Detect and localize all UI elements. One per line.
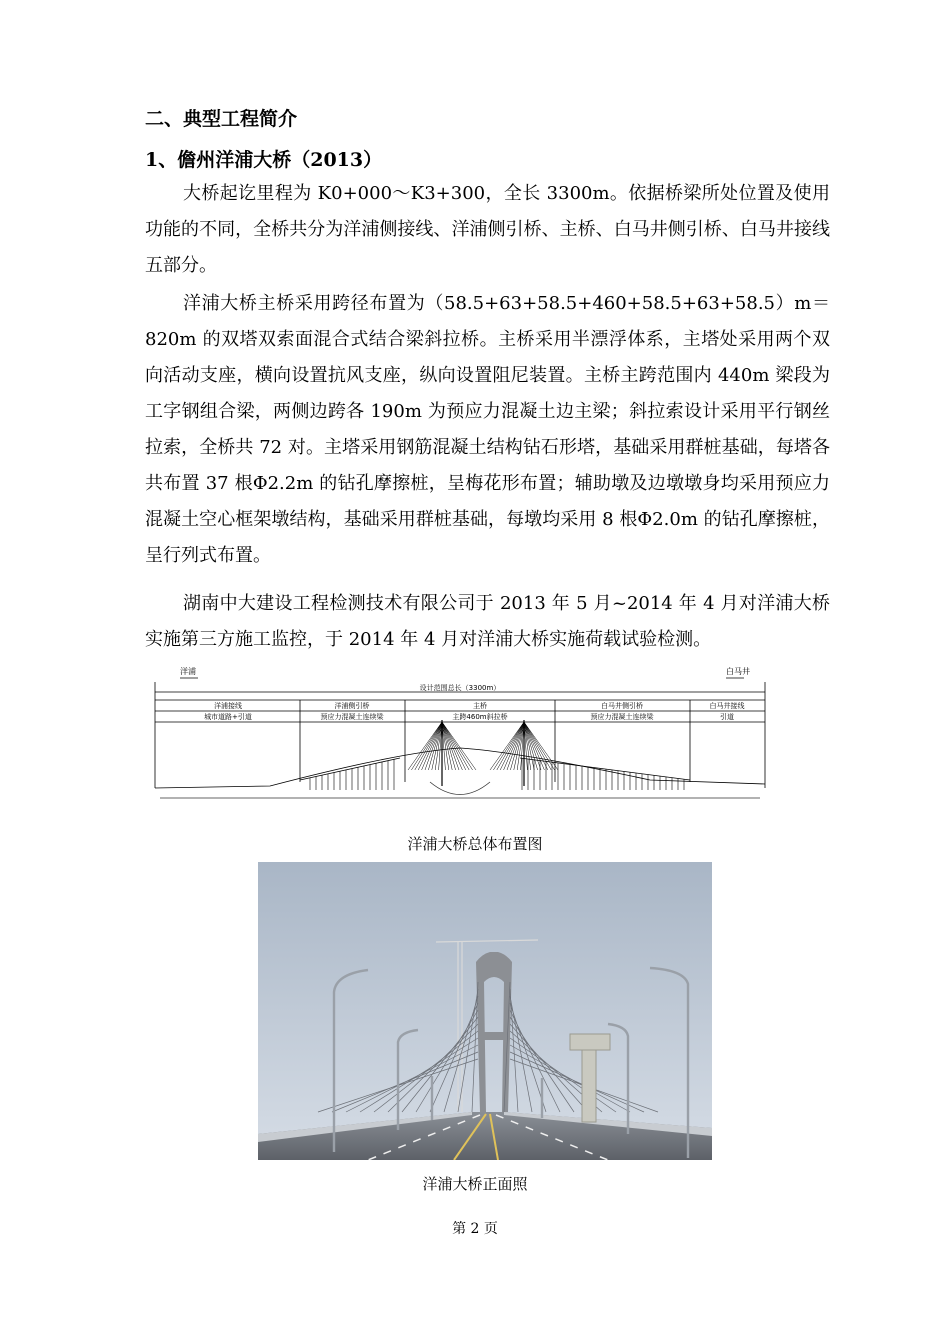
stay-cable	[415, 722, 442, 770]
section-heading: 二、典型工程简介	[145, 108, 298, 130]
stay-cable	[493, 722, 524, 770]
stay-cable	[428, 722, 442, 770]
diagram-right-end: 白马井	[726, 667, 750, 676]
project-heading: 1、儋州洋浦大桥（2013）	[145, 149, 383, 171]
stay-cable	[442, 722, 469, 770]
stay-cable	[442, 722, 473, 770]
diagram-caption: 洋浦大桥总体布置图	[407, 835, 543, 853]
stay-cable	[524, 722, 555, 770]
page-number: 第 2 页	[452, 1221, 498, 1237]
segment-name-2: 主桥	[473, 702, 487, 710]
stay-cable	[524, 722, 538, 770]
photo-caption: 洋浦大桥正面照	[422, 1175, 528, 1193]
segment-desc-0: 城市道路+引道	[204, 713, 252, 721]
bridge-front-photo	[258, 862, 712, 1160]
segment-name-0: 洋浦接线	[214, 702, 242, 710]
diagram-left-end: 洋浦	[180, 667, 196, 676]
segment-name-4: 白马井接线	[709, 702, 745, 710]
stay-cable	[497, 722, 524, 770]
segment-desc-2: 主跨460m斜拉桥	[452, 713, 508, 721]
paragraph-overview: 大桥起讫里程为 K0+000～K3+300，全长 3300m。依据桥梁所处位置及使用功能的不同，全桥共分为洋浦侧接线、洋浦侧引桥、主桥、白马井侧引桥、白马井接线五部分。	[145, 183, 830, 276]
paragraph-main-bridge: 洋浦大桥主桥采用跨径布置为（58.5+63+58.5+460+58.5+63+58.5）m＝820m 的双塔双索面混合式结合梁斜拉桥。主桥采用半漂浮体系，主塔处采用两个双向活动支座，横向设置抗风支座，纵向设置阻尼装置。主桥主跨范围内 440m 梁段为工字钢组合梁，两侧边跨各 190m 为预应力混凝土边主梁；斜拉索设计采用平行钢丝拉索，全桥共 72 对。主塔采用钢筋混凝土结构钻石形塔，基础采用群桩基础，每塔各共布置 37 根Φ2.2m 的钻孔摩擦桩，呈梅花形布置；辅助墩及边墩墩身均采用预应力混凝土空心框架墩结构，基础采用群桩基础，每墩均采用 8 根Φ2.0m 的钻孔摩擦桩，呈行列式布置。	[145, 293, 830, 566]
stay-cable	[411, 722, 442, 770]
diagram-total-length: 设计范围总长（3300m）	[419, 684, 501, 692]
bridge-layout-diagram	[150, 662, 770, 802]
segment-desc-1: 预应力混凝土连续梁	[320, 713, 384, 721]
stay-cable	[442, 722, 456, 770]
segment-name-3: 白马井侧引桥	[601, 702, 643, 710]
segment-desc-3: 预应力混凝土连续梁	[590, 713, 654, 721]
segment-desc-4: 引道	[720, 713, 734, 721]
segment-name-1: 洋浦侧引桥	[334, 702, 370, 710]
paragraph-monitoring: 湖南中大建设工程检测技术有限公司于 2013 年 5 月~2014 年 4 月对洋浦大桥实施第三方施工监控，于 2014 年 4 月对洋浦大桥实施荷载试验检测。	[145, 593, 830, 650]
